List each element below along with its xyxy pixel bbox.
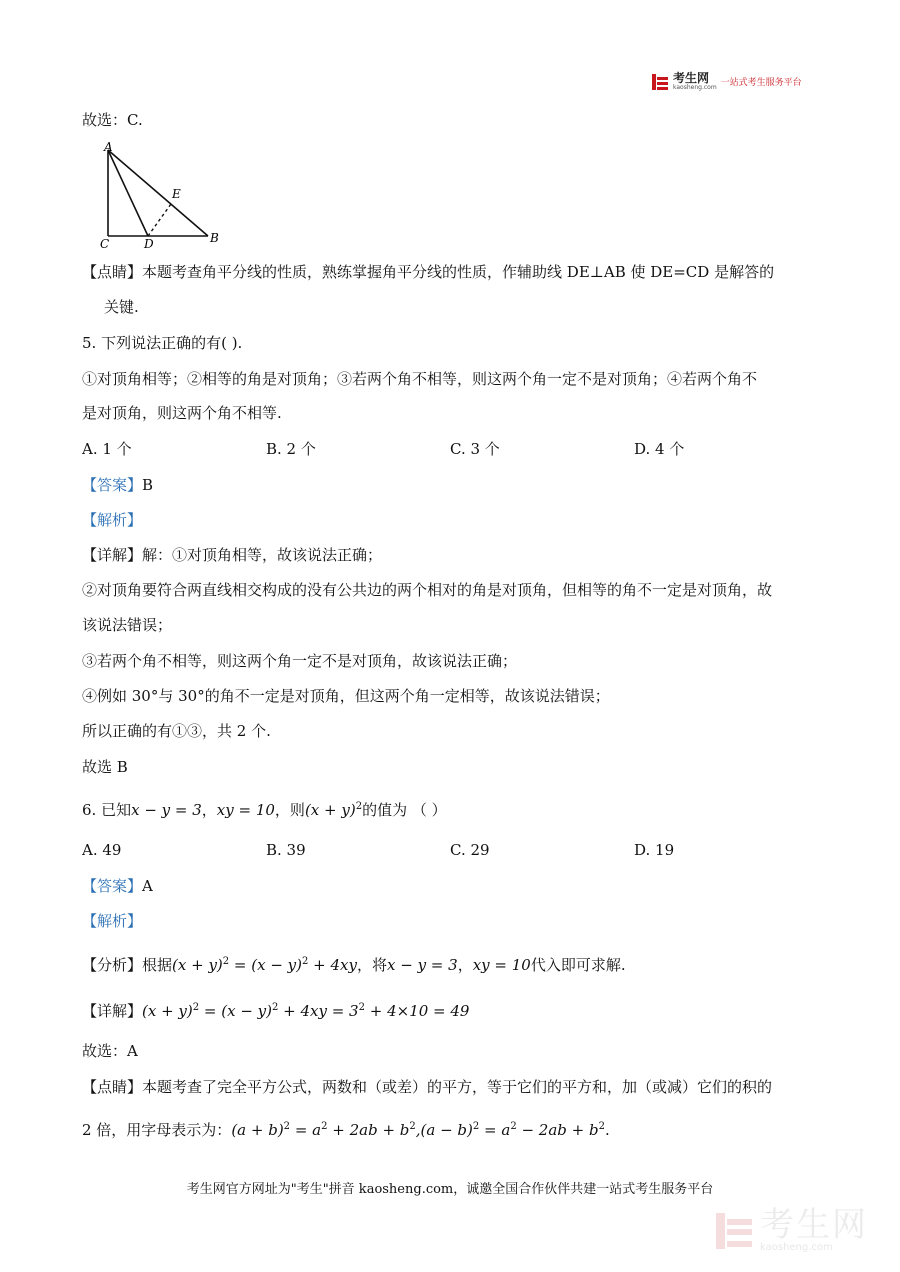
q5-detail-2-cont: 该说法错误； [82,616,173,634]
question-6 [82,797,447,820]
note-text: 本题考查角平分线的性质，熟练掌握角平分线的性质，作辅助线 DE⊥AB 使 DE=CD 是解答的 [142,263,775,281]
note-tag: 【点睛】 [82,263,143,281]
detail-tag-6: 【详解】 [82,1002,143,1020]
q5-conclusion: 故选 B [82,758,128,776]
q5-detail-3: ③若两个角不相等，则这两个角一定不是对顶角，故该说法正确； [82,652,518,670]
fenxi-eq-4: x − y = 3 [387,956,458,974]
fenxi-eq-2-exp: 2 [302,956,309,967]
q6-option-b: B. 39 [266,841,306,859]
label-d: D [144,237,154,251]
answer-tag: 【答案】 [82,476,143,494]
watermark-text: 考生网 [760,1205,868,1245]
note6-post: . [604,1121,610,1139]
q6-sep: ， [201,801,217,819]
note6-s6: 2 [598,1121,605,1132]
label-e: E [172,187,181,201]
note-text-6: 本题考查了完全平方公式，两数和（或差）的平方，等于它们的平方和，加（或减）它们的积的 [142,1078,773,1096]
label-b: B [210,231,219,245]
segment-de [148,204,171,236]
detail6-eq-2: = (x − y) [199,1002,272,1020]
logo-domain: kaosheng.com [673,84,717,91]
page-footer: 考生网官方网址为"考生"拼音 kaosheng.com，诚邀全国合作伙伴共建一站式考生服务平台 [186,1182,714,1197]
conclusion-c: 故选：C. [82,111,143,129]
note6-m6: − 2ab + b [516,1121,599,1139]
fenxi-mid: ，将 [356,956,387,974]
q6-prefix: 6. 已知 [82,801,132,819]
analysis-tag: 【解析】 [82,511,143,529]
q6-mid: ，则 [274,801,305,819]
logo-name: 考生网 [673,71,710,85]
q5-option-c: C. 3 个 [450,440,500,458]
q6-eq-3: (x + y) [304,801,356,819]
analysis-tag-6: 【解析】 [82,912,143,930]
fenxi-tag: 【分析】 [82,956,143,974]
note-paragraph [82,262,774,282]
answer-tag-6: 【答案】 [82,877,143,895]
q6-suffix: 的值为 （ ） [362,801,447,819]
note-tag-6: 【点睛】 [82,1078,143,1096]
note6-m3: + 2ab + b [327,1121,410,1139]
note6-m1: (a + b) [231,1121,284,1139]
answer-value: B [142,476,154,494]
q6-note-formula [82,1117,610,1140]
q5-option-b: B. 2 个 [266,440,316,458]
fenxi-sep: ， [457,956,473,974]
fenxi-pre: 根据 [142,956,173,974]
detail6-eq-3-exp: 2 [358,1002,365,1013]
segment-ab [108,150,208,236]
label-a: A [104,140,113,154]
note6-m2: = a [290,1121,322,1139]
q6-option-a: A. 49 [82,841,122,859]
logo-slogan: 一站式考生服务平台 [720,78,802,88]
q6-eq-1: x − y = 3 [131,801,202,819]
triangle-diagram [96,140,226,252]
logo-icon [651,73,669,91]
watermark-domain: kaosheng.com [760,1242,833,1253]
q6-answer [82,876,153,896]
q6-detail [82,998,469,1021]
question-5-stmt-1: ①对顶角相等；②相等的角是对顶角；③若两个角不相等，则这两个角一定不是对顶角；④若两个角不 [82,370,758,388]
q6-fenxi [82,952,626,975]
watermark [714,1205,868,1253]
segment-ad [108,150,148,236]
note6-m5: = a [479,1121,511,1139]
watermark-logo-icon [714,1211,754,1251]
header-logo [651,72,802,91]
q6-note [82,1077,772,1097]
q6-eq-2: xy = 10 [216,801,275,819]
note6-s4: 2 [472,1121,480,1132]
triangle-figure [96,140,226,256]
q6-eq-3-exp: 2 [355,801,363,812]
q5-detail-4: ④例如 30°与 30°的角不一定是对顶角，但这两个角一定相等，故该说法错误； [82,687,610,705]
q6-option-c: C. 29 [450,841,490,859]
q5-option-a: A. 1 个 [82,440,132,458]
detail6-eq-1: (x + y) [142,1002,193,1020]
detail6-eq-4: + 4×10 = 49 [364,1002,470,1020]
label-c: C [100,237,110,251]
q5-detail-2: ②对顶角要符合两直线相交构成的没有公共边的两个相对的角是对顶角，但相等的角不一定是对顶角，故 [82,581,773,599]
note-text-cont: 关键. [104,298,139,316]
q6-analysis [82,911,142,931]
note6-s3: 2 [409,1121,416,1132]
fenxi-eq-2: = (x − y) [229,956,303,974]
fenxi-eq-1-exp: 2 [222,956,230,967]
q6-conclusion: 故选：A [82,1042,138,1060]
q5-answer [82,475,153,495]
note6-pre: 2 倍，用字母表示为： [82,1121,232,1139]
answer-value-6: A [142,877,153,895]
fenxi-post: 代入即可求解. [530,956,626,974]
q5-option-d: D. 4 个 [634,440,685,458]
detail-text: 解：①对顶角相等，故该说法正确； [142,546,383,564]
q5-detail-5: 所以正确的有①③，共 2 个. [82,722,271,740]
q5-analysis [82,510,142,530]
detail6-eq-1-exp: 2 [192,1002,200,1013]
fenxi-eq-3: + 4xy [308,956,357,974]
note6-s1: 2 [283,1121,291,1132]
q5-detail [82,545,382,565]
fenxi-eq-1: (x + y) [172,956,223,974]
note6-s5: 2 [510,1121,517,1132]
question-5-stmt-2: 是对顶角，则这两个角不相等. [82,404,282,422]
question-5: 5. 下列说法正确的有( ). [82,334,243,352]
detail6-eq-3: + 4xy = 3 [278,1002,359,1020]
detail-tag: 【详解】 [82,546,143,564]
note6-s2: 2 [321,1121,328,1132]
note6-m4: ,(a − b) [415,1121,473,1139]
detail6-eq-2-exp: 2 [272,1002,279,1013]
q6-option-d: D. 19 [634,841,675,859]
fenxi-eq-5: xy = 10 [472,956,531,974]
